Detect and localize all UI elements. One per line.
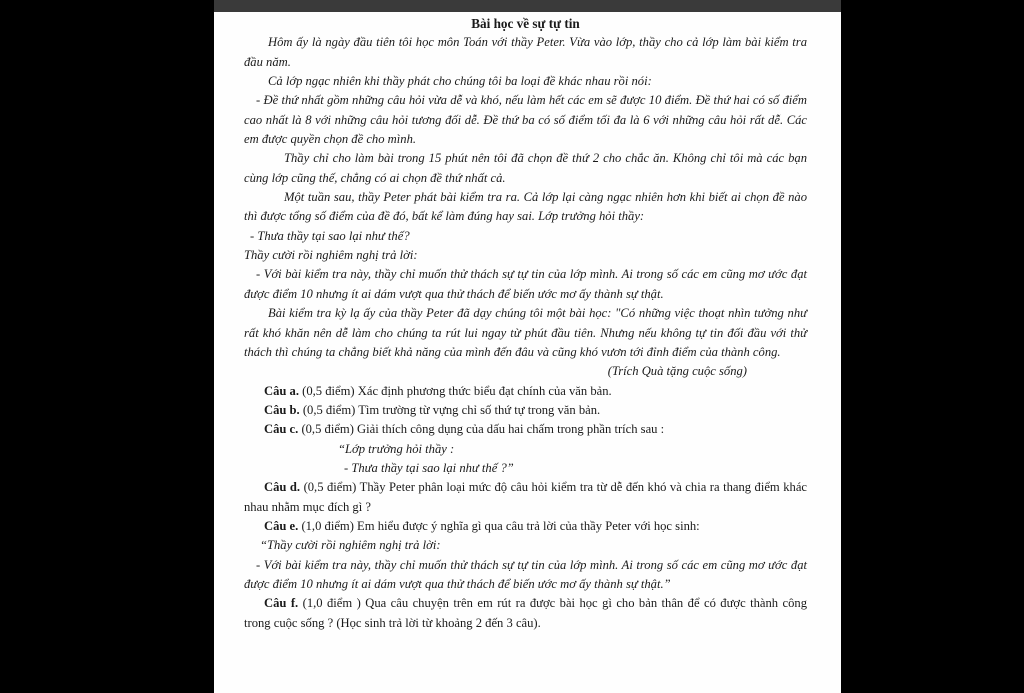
question-f-text: (1,0 điểm ) Qua câu chuyện trên em rút ra được bài học gì cho bản thân để có được thành công trong cuộc sống ? (Học sinh trả lời từ khoảng 2 đến 3 câu). [244, 596, 808, 630]
question-c-quote-line-1: “Lớp trưởng hỏi thầy : [338, 441, 455, 456]
question-e-quote-line-2: - Với bài kiểm tra này, thầy chỉ muốn thử thách sự tự tin của lớp mình. Ai trong số các em cũng mơ ước đạt được điểm 10 nhưng ít ai dám vượt qua thử thách để biến ước mơ ấy thành sự thật.” [244, 557, 807, 591]
question-e-text: (1,0 điểm) Em hiểu được ý nghĩa gì qua câu trả lời của thầy Peter với học sinh: [298, 518, 700, 533]
story-paragraph: - Thưa thầy tại sao lại như thế? [250, 228, 410, 243]
question-b-text: (0,5 điểm) Tìm trường từ vựng chỉ số thứ tự trong văn bản. [299, 402, 601, 417]
story-paragraph: - Với bài kiểm tra này, thầy chỉ muốn thử thách sự tự tin của lớp mình. Ai trong số các em cũng mơ ước đạt được điểm 10 nhưng ít ai dám vượt qua thử thách để biến ước mơ ấy thành sự thật. [244, 267, 807, 301]
question-d [244, 478, 807, 517]
question-b [244, 401, 807, 420]
viewer-top-bar [214, 0, 841, 12]
question-a-text: (0,5 điểm) Xác định phương thức biểu đạt chính của văn bản. [299, 383, 612, 398]
story-paragraph: Hôm ấy là ngày đầu tiên tôi học môn Toán với thầy Peter. Vừa vào lớp, thầy cho cả lớp làm bài kiểm tra đầu năm. [244, 35, 807, 69]
document-content [244, 14, 807, 633]
story-paragraph: Một tuần sau, thầy Peter phát bài kiểm tra ra. Cả lớp lại càng ngạc nhiên hơn khi biết ai chọn đề nào thì được tổng số điểm của đề đó, bất kể làm đúng hay sai. Lớp trưởng hỏi thầy: [244, 190, 807, 224]
question-c-text: (0,5 điểm) Giải thích công dụng của dấu hai chấm trong phần trích sau : [298, 422, 665, 437]
story-paragraph: Thầy cười rồi nghiêm nghị trả lời: [244, 248, 418, 263]
question-f [244, 594, 807, 633]
source-citation: (Trích Quà tặng cuộc sống) [607, 364, 747, 379]
question-d-label: Câu d. [264, 480, 301, 495]
document-title: Bài học về sự tự tin [471, 16, 580, 31]
story-paragraph: Bài kiểm tra kỳ lạ ấy của thầy Peter đã dạy chúng tôi một bài học: "Có những việc thoạt nhìn tưởng như rất khó khăn nên dễ làm cho chúng ta rút lui ngay từ phút đầu tiên. Nhưng nếu không tự tin đối đầu với thử thách thì chúng ta chẳng biết khả năng của mình đến đâu và cũng khó vươn tới đỉnh điểm của thành công. [244, 306, 807, 359]
question-e [244, 517, 807, 536]
question-b-label: Câu b. [264, 402, 300, 417]
question-a-label: Câu a. [264, 383, 299, 398]
question-e-quote-line-1: “Thầy cười rồi nghiêm nghị trả lời: [260, 538, 441, 553]
question-c-label: Câu c. [264, 422, 299, 437]
story-paragraph: Thầy chỉ cho làm bài trong 15 phút nên tôi đã chọn đề thứ 2 cho chắc ăn. Không chỉ tôi mà các bạn cùng lớp cũng thế, chẳng có ai chọn đề thứ nhất cả. [244, 151, 807, 185]
document-page [214, 12, 841, 693]
question-a [244, 382, 807, 401]
question-c-quote-line-2: - Thưa thầy tại sao lại như thế ?” [344, 460, 514, 475]
question-f-label: Câu f. [264, 596, 299, 611]
story-paragraph: - Đề thứ nhất gồm những câu hỏi vừa dễ và khó, nếu làm hết các em sẽ được 10 điểm. Đề thứ hai có số điểm cao nhất là 8 với những câu hỏi tương đối dễ. Đề thứ ba có số điểm tối đa là 6 với những câu hỏi rất dễ. Các em được quyền chọn đề cho mình. [244, 93, 807, 147]
question-e-label: Câu e. [264, 518, 299, 533]
question-c [244, 420, 807, 439]
story-paragraph: Cả lớp ngạc nhiên khi thầy phát cho chúng tôi ba loại đề khác nhau rồi nói: [268, 74, 652, 89]
question-d-text: (0,5 điểm) Thầy Peter phân loại mức độ câu hỏi kiểm tra từ dễ đến khó và chia ra thang điểm khác nhau nhằm mục đích gì ? [244, 480, 808, 514]
